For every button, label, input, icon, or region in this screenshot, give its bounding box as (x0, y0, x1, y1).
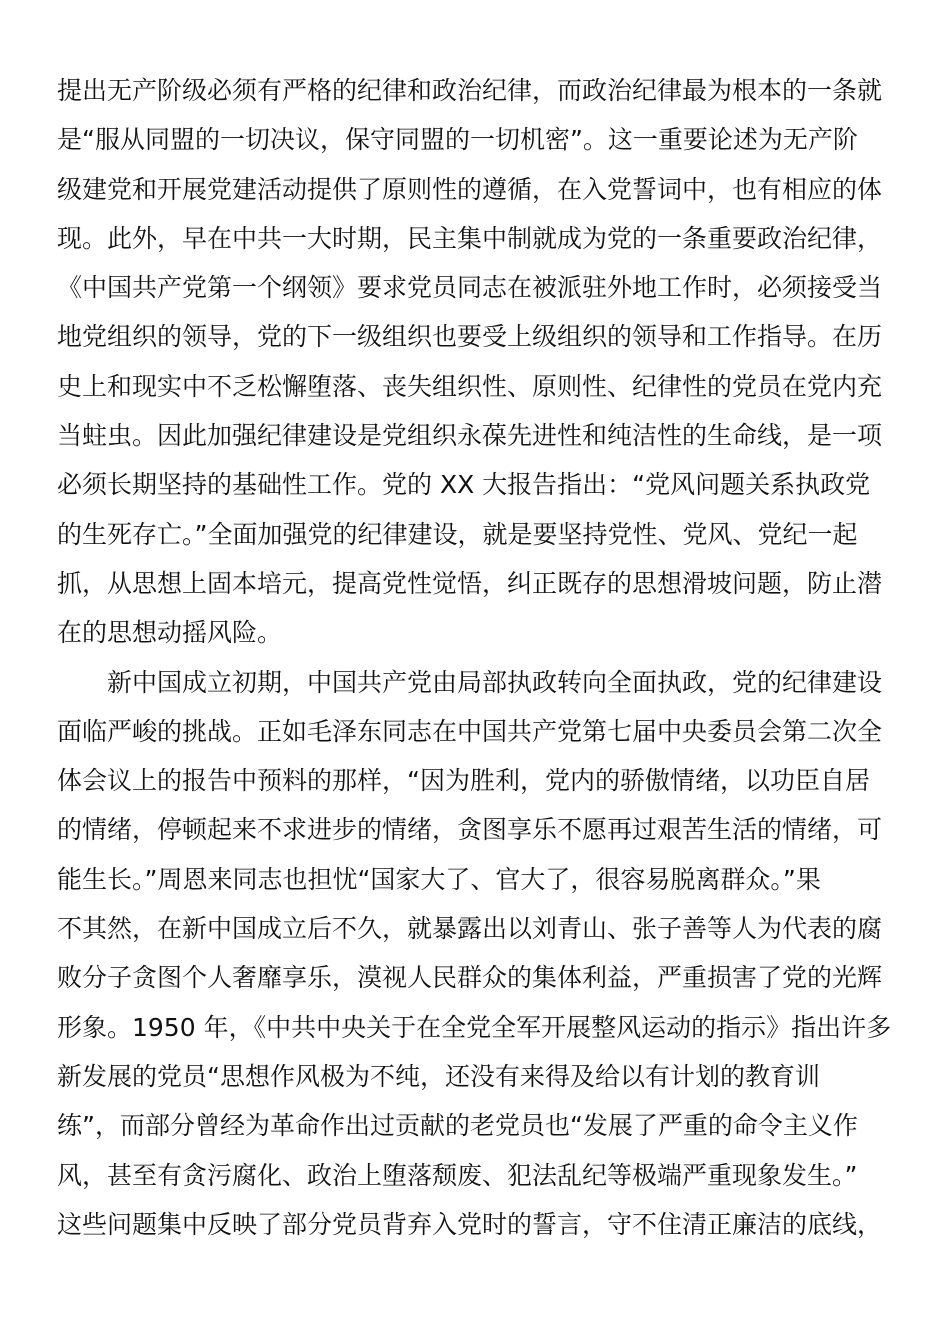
paragraph-first-line: 新中国成立初期，中国共产党由局部执政转向全面执政，党的纪律建设 (107, 667, 883, 697)
text-line: 必须长期坚持的基础性工作。党的 XX 大报告指出：“党风问题关系执政党 (57, 470, 871, 500)
text-line: 不其然，在新中国成立后不久，就暴露出以刘青山、张子善等人为代表的腐 (57, 914, 883, 944)
text-line: 抓，从思想上固本培元，提高党性觉悟，纠正既存的思想滑坡问题，防止潜 (57, 568, 883, 598)
text-line: 级建党和开展党建活动提供了原则性的遵循，在入党誓词中，也有相应的体 (57, 174, 883, 204)
text-line: 新发展的党员“思想作风极为不纯，还没有来得及给以有计划的教育训 (57, 1061, 820, 1091)
text-line: 败分子贪图个人奢靡享乐，漠视人民群众的集体利益，严重损害了党的光辉 (57, 963, 883, 993)
text-line: 《中国共产党第一个纲领》要求党员同志在被派驻外地工作时，必须接受当 (57, 273, 883, 303)
text-line: 面临严峻的挑战。正如毛泽东同志在中国共产党第七届中央委员会第二次全 (57, 716, 883, 746)
text-line: 练”，而部分曾经为革命作出过贡献的老党员也“发展了严重的命令主义作 (57, 1111, 858, 1141)
text-line: 地党组织的领导，党的下一级组织也要受上级组织的领导和工作指导。在历 (57, 322, 883, 352)
text-line: 的生死存亡。”全面加强党的纪律建设，就是要坚持党性、党风、党纪一起 (57, 519, 858, 549)
text-line: 当蛀虫。因此加强纪律建设是党组织永葆先进性和纯洁性的生命线，是一项 (57, 421, 883, 451)
text-line: 形象。1950 年，《中共中央关于在全党全军开展整风运动的指示》指出许多 (57, 1012, 892, 1042)
text-line: 在的思想动摇风险。 (57, 618, 283, 648)
text-line: 这些问题集中反映了部分党员背弃入党时的誓言，守不住清正廉洁的底线， (57, 1209, 883, 1239)
text-line: 能生长。”周恩来同志也担忧“国家大了、官大了，很容易脱离群众。”果 (57, 864, 821, 894)
text-line: 是“服从同盟的一切决议，保守同盟的一切机密”。这一重要论述为无产阶 (57, 125, 858, 155)
text-line: 现。此外，早在中共一大时期，民主集中制就成为党的一条重要政治纪律， (57, 223, 883, 253)
text-line: 史上和现实中不乏松懈堕落、丧失组织性、原则性、纪律性的党员在党内充 (57, 371, 883, 401)
text-line: 提出无产阶级必须有严格的纪律和政治纪律，而政治纪律最为根本的一条就 (57, 76, 883, 105)
body-text (57, 66, 897, 1249)
text-line: 的情绪，停顿起来不求进步的情绪，贪图享乐不愿再过艰苦生活的情绪，可 (57, 815, 883, 845)
text-line: 体会议上的报告中预料的那样，“因为胜利，党内的骄傲情绪，以功臣自居 (57, 766, 870, 796)
text-line: 风，甚至有贪污腐化、政治上堕落颓废、犯法乱纪等极端严重现象发生。” (57, 1160, 858, 1190)
